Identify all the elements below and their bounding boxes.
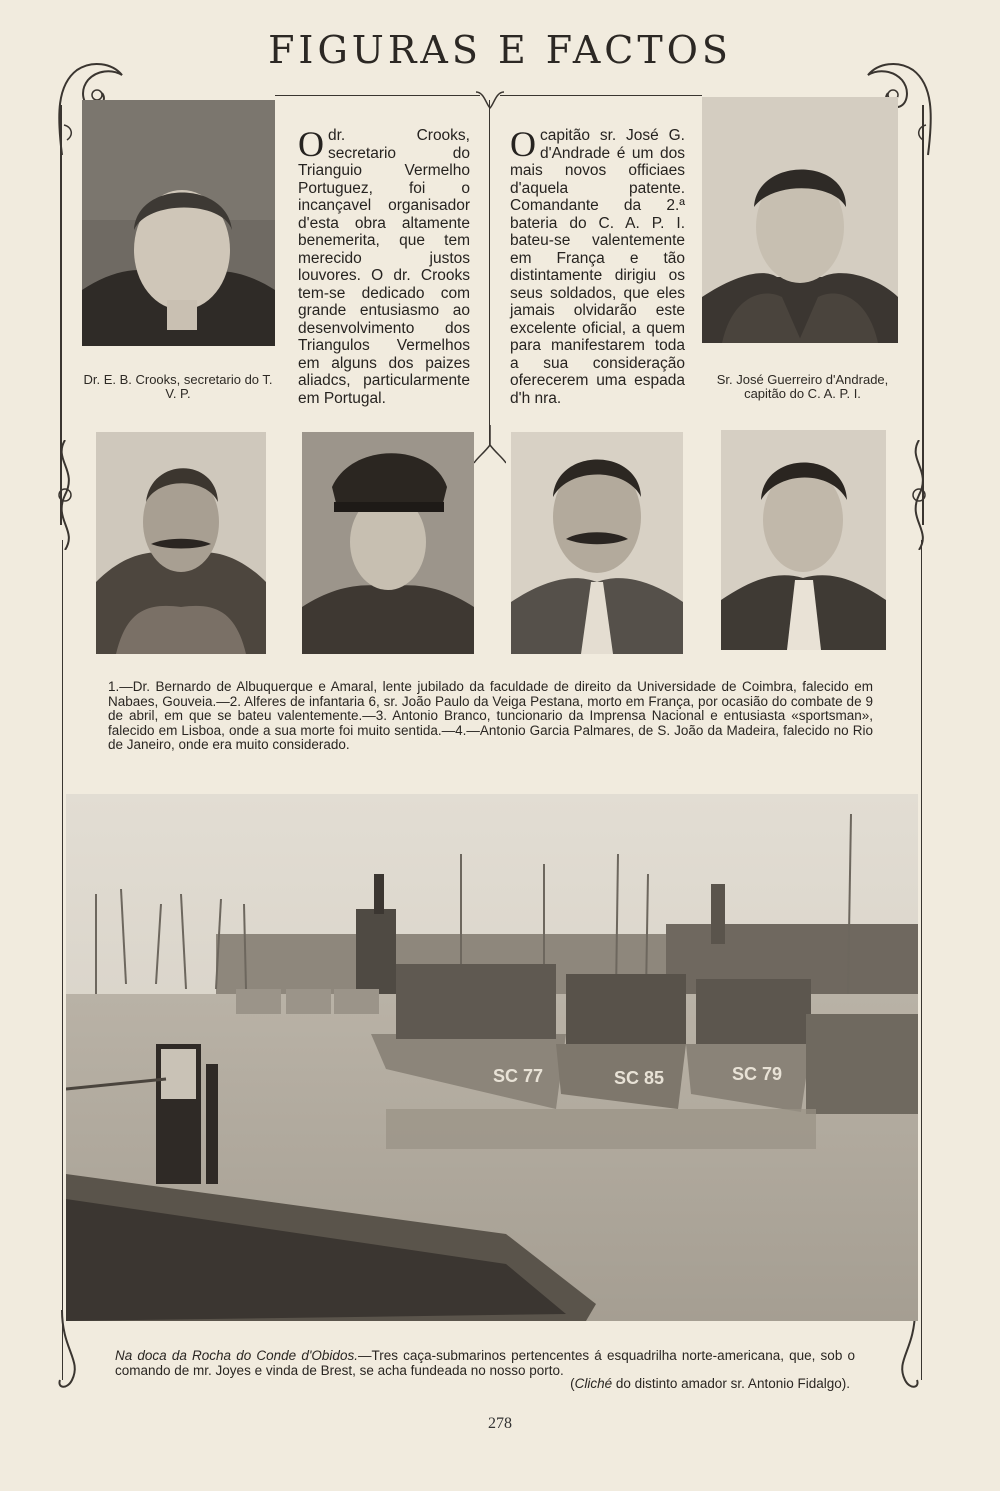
harbour-caption-lead: Na doca da Rocha do Conde d'Obidos.: [115, 1348, 358, 1363]
page-title: FIGURAS E FACTOS: [268, 28, 732, 72]
center-ornament-icon: [474, 88, 506, 110]
article-andrade: [510, 124, 685, 407]
side-ornament-icon: [48, 440, 82, 550]
article-crooks-text: dr. Crooks, secretario do Trianguio Vermelho Portuguez, foi o incançavel organisador d'esta obra altamente benemerita, que tem merecido justos louvores. O dr. Crooks tem-se dedicado com grande entusiasmo ao desenvolvimento dos Triangulos Vermelhos em alguns dos paizes aliadcs, particularmente em Portugal.: [298, 127, 470, 407]
frame-top-rule-left: [275, 95, 480, 96]
frame-center-rule: [489, 100, 490, 445]
frame-lower-left-rule: [62, 540, 63, 1380]
bottom-ornament-icon: [52, 1310, 92, 1395]
credit-prefix: (: [570, 1376, 575, 1391]
dropcap-andrade: O: [510, 124, 536, 164]
harbour-caption: [115, 1348, 855, 1378]
portrait-3-branco: [511, 432, 683, 654]
frame-top-rule-right: [500, 95, 702, 96]
caption-crooks: Dr. E. B. Crooks, secretario do T. V. P.: [83, 372, 273, 401]
side-ornament-icon: [902, 440, 936, 550]
hull-label-sc79: SC 79: [732, 1064, 783, 1084]
frame-lower-right-rule: [921, 540, 922, 1380]
portrait-crooks: [82, 100, 275, 346]
dropcap-crooks: O: [298, 124, 324, 164]
bottom-ornament-icon: [885, 1310, 925, 1395]
portrait-1-albuquerque: [96, 432, 266, 654]
article-andrade-text: capitão sr. José G. d'Andrade é um dos mais novos officiaes d'aquela patente. Comandante da 2.ª bateria do C. A. P. I. bateu-se valentemente em França e tão distintamente dirigiu os seus soldados, que eles jamais olvidarão este excelente oficial, a quem para manifestarem toda a sua consideração oferecerem uma espada d'h nra.: [510, 127, 685, 407]
hull-label-sc85: SC 85: [614, 1068, 665, 1088]
article-crooks: [298, 124, 470, 407]
page-number: 278: [488, 1415, 512, 1432]
credit-rest: do distinto amador sr. Antonio Fidalgo).: [612, 1376, 850, 1391]
hull-label-sc77: SC 77: [493, 1066, 544, 1086]
portraits-caption: 1.—Dr. Bernardo de Albuquerque e Amaral, lente jubilado da faculdade de direito da Universidade de Coimbra, falecido em Nabaes, Gouveia.—2. Alferes de infantaria 6, sr. João Paulo da Veiga Pestana, morto em França, por ocasião do combate de 9 de abril, em que se bateu valentemente.—3. Antonio Branco, tuncionario da Imprensa Nacional e entusiasta «sportsman», falecido em Lisboa, onde a sua morte foi muito sentida.—4.—Antonio Garcia Palmares, de S. João da Madeira, falecido no Rio de Janeiro, onde era muito considerado.: [108, 679, 873, 752]
caption-andrade: Sr. José Guerreiro d'Andrade, capitão do C. A. P. I.: [716, 372, 889, 401]
harbour-credit: [470, 1376, 850, 1391]
harbour-photo: [66, 794, 918, 1321]
center-ornament-icon: [474, 425, 506, 465]
harbour-caption-text: —Tres caça-submarinos pertencentes á esquadrilha norte-americana, que, sob o comando de mr. Joyes e vinda de Brest, se acha fundeada no nosso porto.: [115, 1348, 855, 1378]
credit-word: Cliché: [574, 1376, 613, 1391]
portrait-4-palmares: [721, 430, 886, 650]
portrait-2-pestana: [302, 432, 474, 654]
portrait-andrade: [702, 97, 898, 343]
